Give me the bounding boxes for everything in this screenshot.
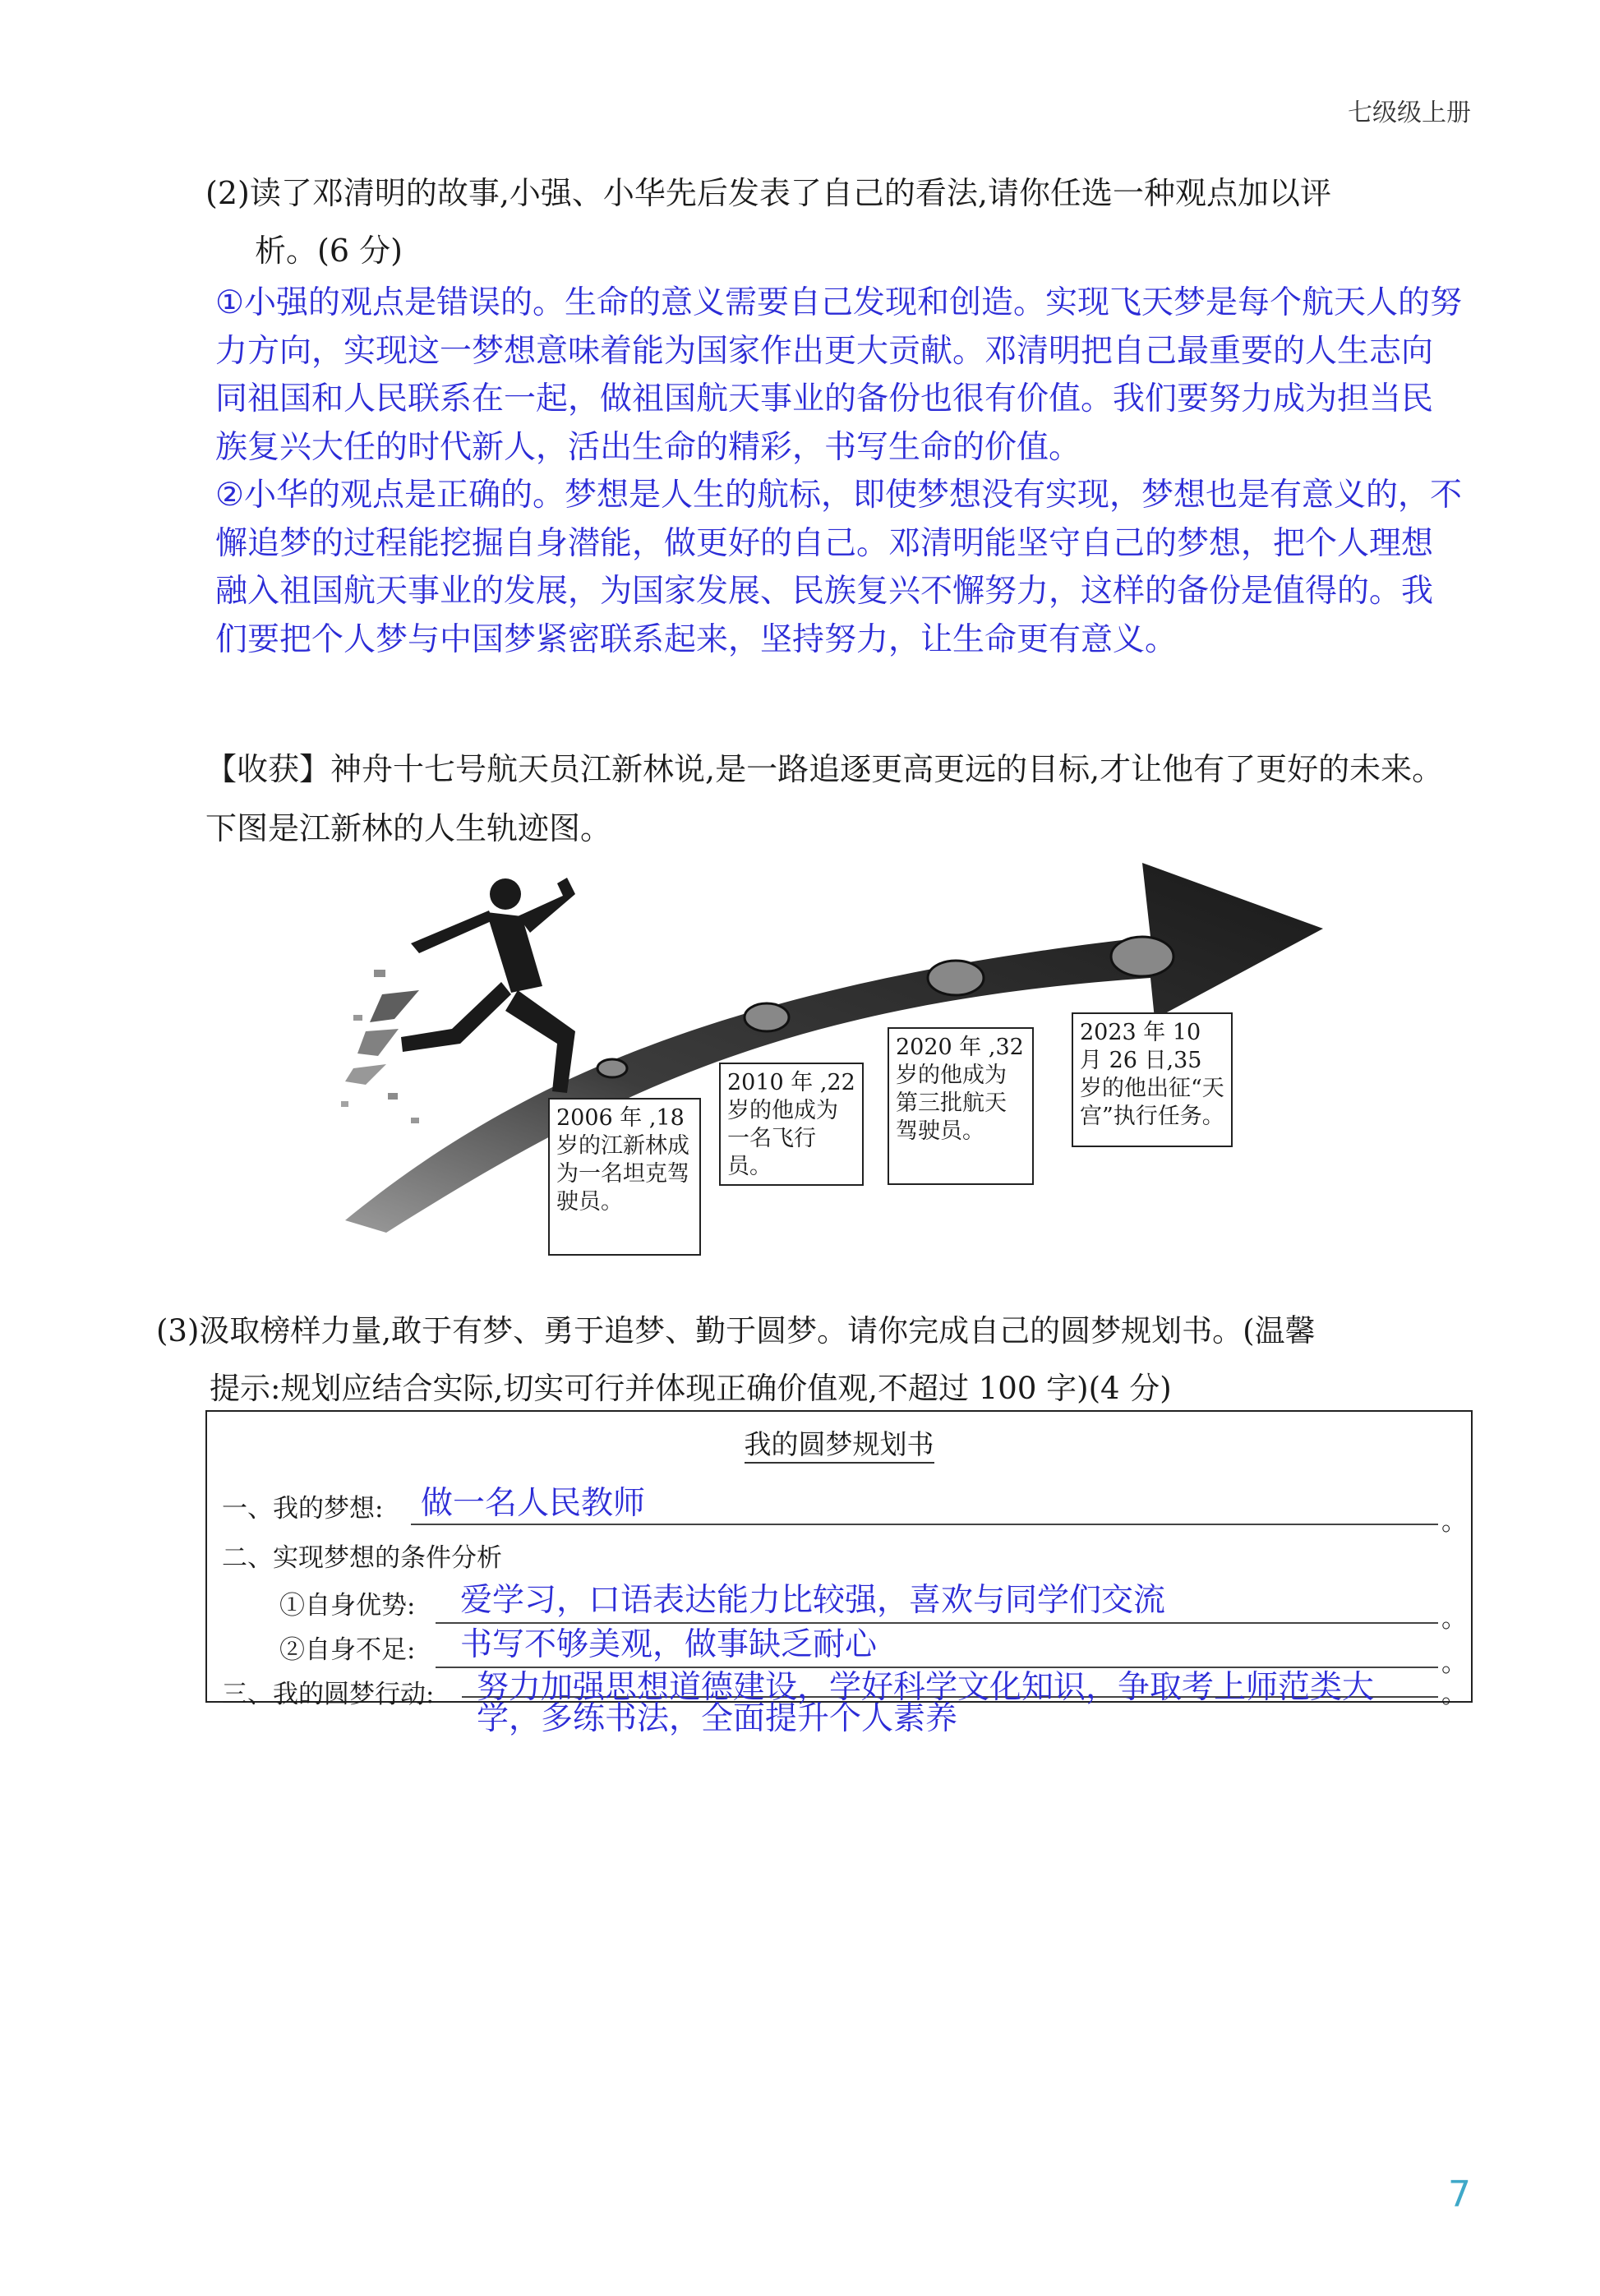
milestone-dot-3 (928, 961, 984, 995)
dream-label: 一、我的梦想: (222, 1494, 384, 1524)
answer-paragraph-1: ①小强的观点是错误的。生命的意义需要自己发现和创造。实现飞天梦是每个航天人的努力方向，实现这一梦想意味着能为国家作出更大贡献。邓清明把自己最重要的人生志向同祖国和人民联系在一起，做祖国航天事业的备份也很有价值。我们要努力成为担当民族复兴大任的时代新人，活出生命的精彩，书写生命的价值。 (215, 284, 1462, 466)
action-period: 。 (1441, 1680, 1467, 1709)
action-answer-line-1[interactable]: 努力加强思想道德建设，学好科学文化知识，争取考上师范类大 (477, 1669, 1375, 1706)
milestone-box-2006: 2006 年 ,18 岁的江新林成为一名坦克驾驶员。 (548, 1098, 701, 1256)
question-3-prompt (156, 1302, 1471, 1418)
dream-underline (411, 1524, 1438, 1525)
milestone-box-2020: 2020 年 ,32 岁的他成为第三批航天驾驶员。 (888, 1027, 1034, 1185)
strength-period: 。 (1441, 1604, 1467, 1634)
dream-answer[interactable]: 做一名人民教师 (421, 1485, 646, 1522)
weakness-answer[interactable]: 书写不够美观，做事缺乏耐心 (460, 1626, 878, 1663)
question-2-answer (215, 279, 1464, 664)
condition-analysis-label: 二、实现梦想的条件分析 (222, 1543, 502, 1573)
milestone-dot-4 (1111, 937, 1173, 976)
strength-answer[interactable]: 爱学习，口语表达能力比较强，喜欢与同学们交流 (460, 1582, 1166, 1619)
question-3-line-1: (3)汲取榜样力量,敢于有梦、勇于追梦、勤于圆梦。请你完成自己的圆梦规划书。(温馨 (156, 1313, 1316, 1349)
dream-period: 。 (1441, 1507, 1467, 1537)
milestone-box-2023: 2023 年 10 月 26 日,35 岁的他出征“天宫”执行任务。 (1072, 1012, 1233, 1147)
harvest-text: 【收获】神舟十七号航天员江新林说,是一路追逐更高更远的目标,才让他有了更好的未来。下图是江新林的人生轨迹图。 (205, 751, 1444, 846)
life-trajectory-figure (296, 846, 1331, 1257)
runner-silhouette (341, 878, 575, 1123)
weakness-label: ②自身不足: (279, 1635, 416, 1665)
milestone-dot-2 (745, 1003, 789, 1031)
answer-paragraph-2: ②小华的观点是正确的。梦想是人生的航标，即使梦想没有实现，梦想也是有意义的，不懈追梦的过程能挖掘自身潜能，做更好的自己。邓清明能坚守自己的梦想，把个人理想融入祖国航天事业的发展，为国家发展、民族复兴不懈努力，这样的备份是值得的。我们要把个人梦与中国梦紧密联系起来，坚持努力，让生命更有意义。 (215, 477, 1462, 658)
milestone-dot-1 (597, 1059, 627, 1077)
question-3-line-2: 提示:规划应结合实际,切实可行并体现正确价值观,不超过 100 字)(4 分) (210, 1371, 1172, 1406)
question-2-line-2: 析。(6 分) (255, 233, 403, 269)
plan-title: 我的圆梦规划书 (745, 1428, 934, 1464)
weakness-period: 。 (1441, 1648, 1467, 1678)
dream-plan-box (205, 1410, 1473, 1709)
milestone-box-2010: 2010 年 ,22 岁的他成为一名飞行员。 (719, 1063, 864, 1186)
page-number: 7 (1448, 2174, 1471, 2215)
question-2-line-1: (2)读了邓清明的故事,小强、小华先后发表了自己的看法,请你任选一种观点加以评 (205, 175, 1331, 211)
action-label: 三、我的圆梦行动: (222, 1680, 435, 1709)
action-answer-line-2[interactable]: 学，多练书法，全面提升个人素养 (477, 1700, 958, 1737)
question-2-prompt (205, 164, 1471, 279)
strength-label: ①自身优势: (279, 1591, 416, 1621)
book-label: 七级级上册 (1348, 99, 1471, 127)
